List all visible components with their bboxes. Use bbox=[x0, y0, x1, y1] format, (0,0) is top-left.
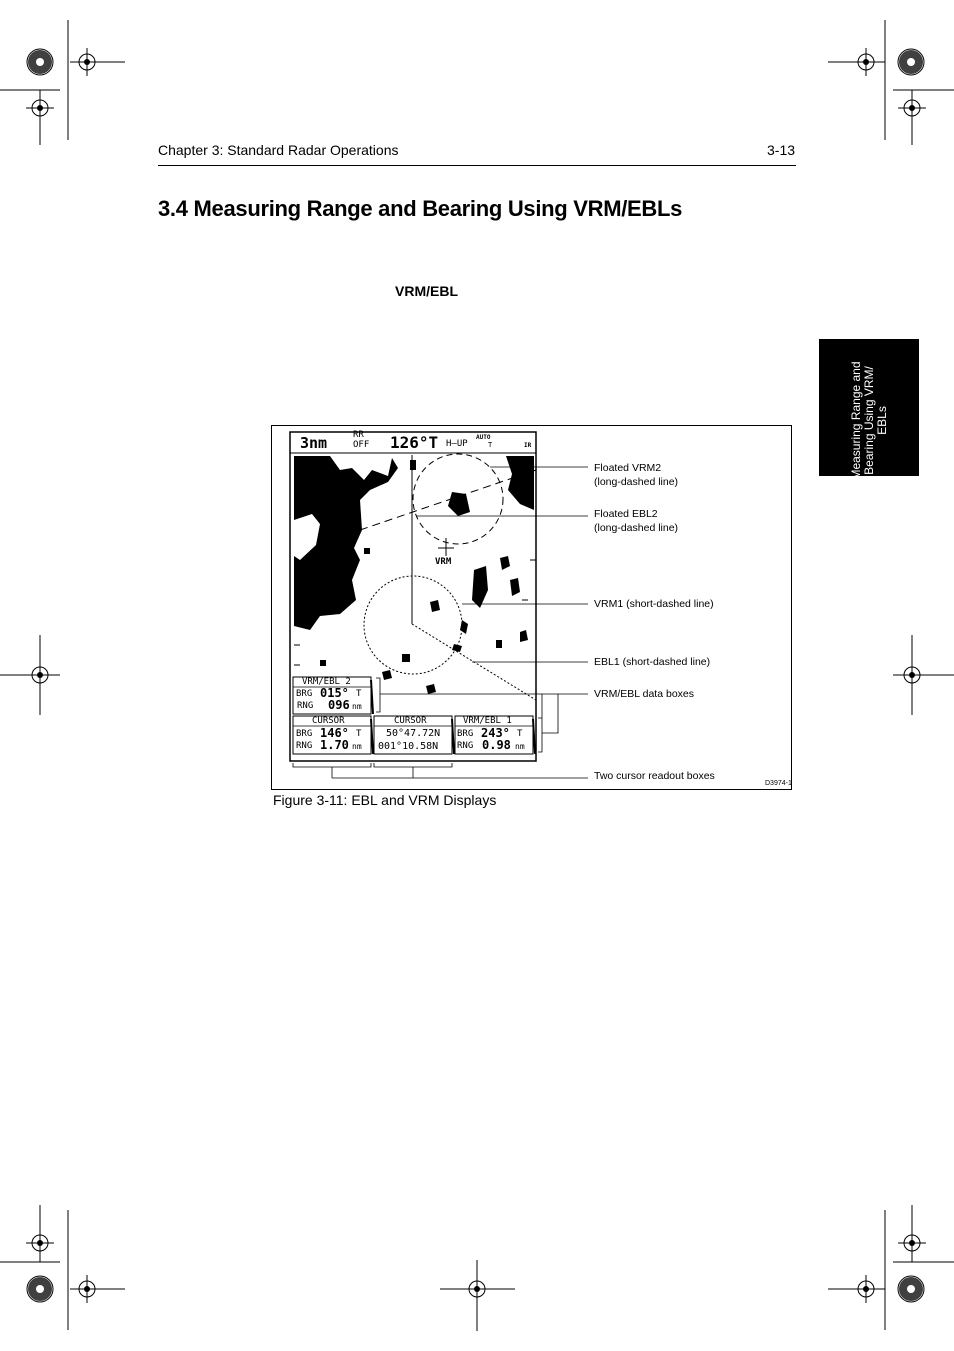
radar-echoes bbox=[294, 456, 534, 694]
cursor1-rng-value: 1.70 bbox=[320, 738, 349, 752]
radar-heading: 126°T bbox=[390, 433, 439, 452]
vrm1-brg-label: BRG bbox=[457, 729, 474, 739]
callout-ebl1: EBL1 (short-dashed line) bbox=[594, 656, 711, 668]
section-title: 3.4 Measuring Range and Bearing Using VRM/EBLs bbox=[158, 196, 683, 221]
vrm2-brg-label: BRG bbox=[296, 689, 313, 699]
vrm2-rng-value: 096 bbox=[328, 698, 350, 712]
figure-reference: D3974-1 bbox=[765, 780, 792, 787]
page-number: 3-13 bbox=[767, 142, 796, 158]
cursor1-rng-unit: nm bbox=[352, 742, 362, 751]
radar-auto: AUTO bbox=[476, 434, 491, 441]
cursor-cross-icon bbox=[438, 538, 454, 556]
cursor1-brg-value: 146° bbox=[320, 726, 349, 740]
vrm-label: VRM bbox=[435, 557, 452, 567]
chapter-header: Chapter 3: Standard Radar Operations bbox=[158, 142, 399, 158]
cursor1-brg-label: BRG bbox=[296, 729, 313, 739]
vrm1-rng-label: RNG bbox=[457, 741, 474, 751]
subheading: VRM/EBL bbox=[395, 283, 458, 299]
vrm2-rng-unit: nm bbox=[352, 702, 362, 711]
cursor1-rng-label: RNG bbox=[296, 741, 313, 751]
vrm1-brg-unit: T bbox=[517, 729, 523, 739]
figure-caption: Figure 3-11: EBL and VRM Displays bbox=[273, 792, 497, 808]
vrm2-rng-label: RNG bbox=[297, 701, 314, 711]
radar-ir: IR bbox=[524, 442, 532, 449]
vrm1-rng-value: 0.98 bbox=[482, 738, 511, 752]
cursor1-brg-unit: T bbox=[356, 729, 362, 739]
cursor2-lat: 50°47.72N bbox=[386, 728, 441, 739]
callout-vrm1: VRM1 (short-dashed line) bbox=[594, 598, 714, 610]
radar-mode: H–UP bbox=[446, 439, 468, 449]
vrm1-box-title: VRM/EBL 1 bbox=[463, 716, 512, 726]
cursor2-lon: 001°10.58N bbox=[378, 741, 439, 752]
callout-cursor-boxes: Two cursor readout boxes bbox=[594, 770, 715, 782]
radar-t: T bbox=[488, 441, 493, 449]
callout-data-boxes: VRM/EBL data boxes bbox=[594, 688, 694, 700]
cursor1-box-title: CURSOR bbox=[312, 716, 345, 726]
vrm1-rng-unit: nm bbox=[515, 742, 525, 751]
radar-off: OFF bbox=[353, 440, 370, 450]
vrm2-brg-value: 015° bbox=[320, 686, 349, 700]
vrm2-box-title: VRM/EBL 2 bbox=[302, 677, 351, 687]
cursor2-box-title: CURSOR bbox=[394, 716, 427, 726]
callout-floated-vrm2: Floated VRM2 (long-dashed line) bbox=[594, 462, 679, 488]
radar-range: 3nm bbox=[300, 434, 328, 452]
vrm2-brg-unit: T bbox=[356, 689, 362, 699]
vrm1-brg-value: 243° bbox=[481, 726, 510, 740]
callout-floated-ebl2: Floated EBL2 (long-dashed line) bbox=[594, 508, 679, 534]
side-tab-label: Measuring Range and Bearing Using VRM/ EBLs bbox=[849, 361, 889, 480]
radar-rr: RR bbox=[353, 430, 364, 440]
